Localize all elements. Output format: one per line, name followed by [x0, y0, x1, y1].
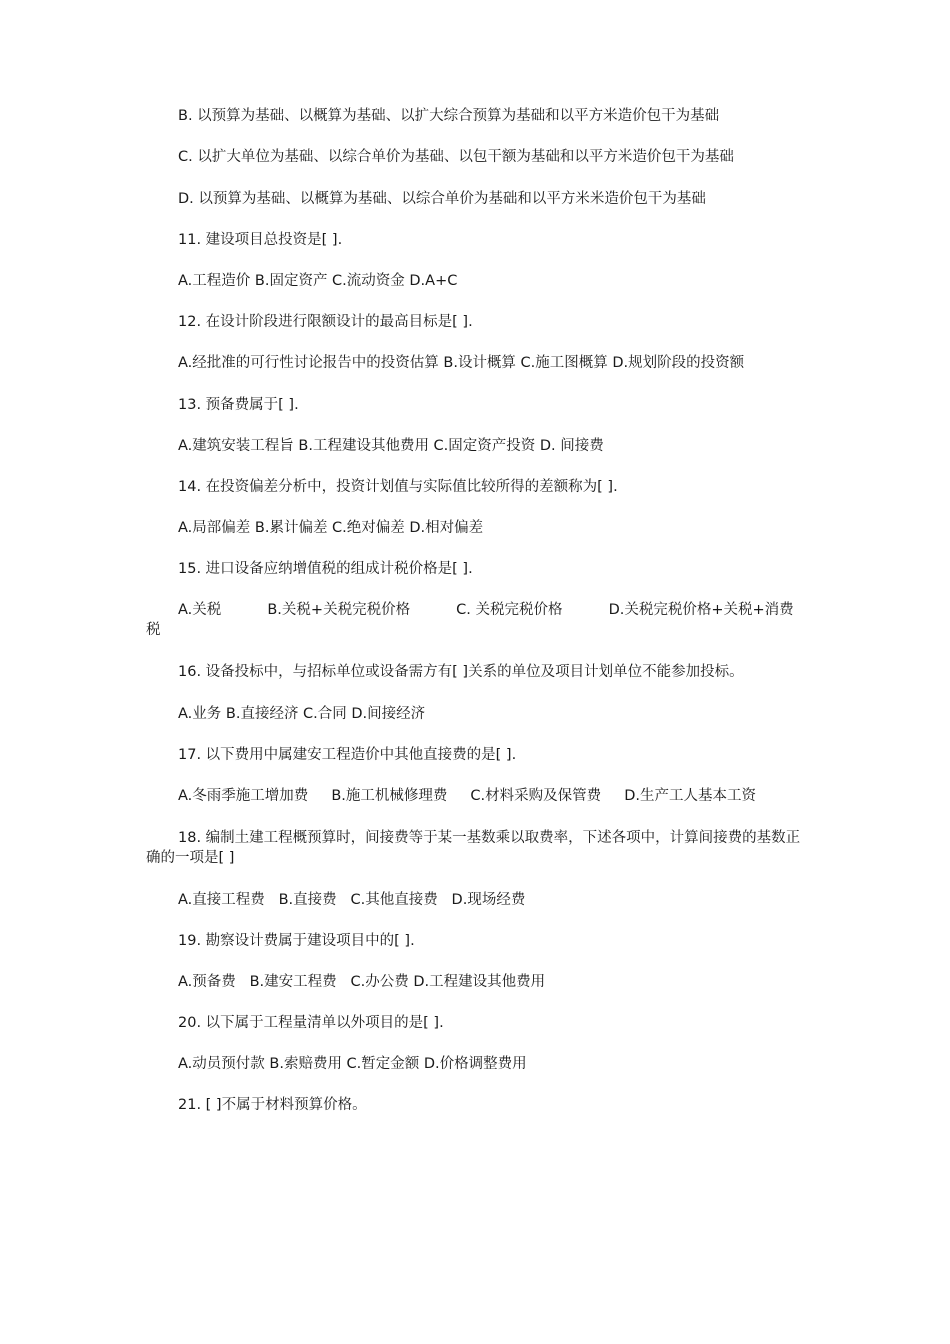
option-paragraph: A.经批准的可行性讨论报告中的投资估算 B.设计概算 C.施工图概算 D.规划阶段的投资额 [178, 355, 745, 371]
option-paragraph: A.业务 B.直接经济 C.合同 D.间接经济 [178, 706, 426, 722]
question-paragraph: 21. [ ]不属于材料预算价格。 [178, 1097, 367, 1113]
question-paragraph: 11. 建设项目总投资是[ ]. [178, 232, 343, 248]
question-paragraph: 13. 预备费属于[ ]. [178, 397, 299, 413]
option-paragraph: A.建筑安装工程旨 B.工程建设其他费用 C.固定资产投资 D. 间接费 [178, 438, 604, 454]
question-paragraph: 12. 在设计阶段进行限额设计的最高目标是[ ]. [178, 314, 473, 330]
question-paragraph: 16. 设备投标中，与招标单位或设备需方有[ ]关系的单位及项目计划单位不能参加投标。 [178, 664, 744, 680]
question-paragraph: 20. 以下属于工程量清单以外项目的是[ ]. [178, 1015, 444, 1031]
question-paragraph: 18. 编制土建工程概预算时，间接费等于某一基数乘以取费率，下述各项中，计算间接费的基数正确的一项是[ ] [146, 830, 801, 866]
question-paragraph: 17. 以下费用中属建安工程造价中其他直接费的是[ ]. [178, 747, 517, 763]
option-paragraph: B. 以预算为基础、以概算为基础、以扩大综合预算为基础和以平方米造价包干为基础 [178, 108, 720, 124]
document-body [146, 106, 806, 1136]
question-paragraph: 19. 勘察设计费属于建设项目中的[ ]. [178, 933, 415, 949]
option-paragraph: A.工程造价 B.固定资产 C.流动资金 D.A+C [178, 273, 458, 289]
option-paragraph: A.动员预付款 B.索赔费用 C.暂定金额 D.价格调整费用 [178, 1056, 527, 1072]
option-paragraph: C. 以扩大单位为基础、以综合单价为基础、以包干额为基础和以平方米造价包干为基础 [178, 149, 734, 165]
question-paragraph: 15. 进口设备应纳增值税的组成计税价格是[ ]. [178, 561, 473, 577]
option-paragraph: A.冬雨季施工增加费 B.施工机械修理费 C.材料采购及保管费 D.生产工人基本工资 [178, 788, 756, 804]
question-paragraph: 14. 在投资偏差分析中，投资计划值与实际值比较所得的差额称为[ ]. [178, 479, 618, 495]
option-paragraph: A.关税 B.关税+关税完税价格 C. 关税完税价格 D.关税完税价格+关税+消费税 [146, 602, 794, 638]
option-paragraph: A.预备费 B.建安工程费 C.办公费 D.工程建设其他费用 [178, 974, 546, 990]
option-paragraph: A.局部偏差 B.累计偏差 C.绝对偏差 D.相对偏差 [178, 520, 484, 536]
option-paragraph: D. 以预算为基础、以概算为基础、以综合单价为基础和以平方米米造价包干为基础 [178, 191, 706, 207]
option-paragraph: A.直接工程费 B.直接费 C.其他直接费 D.现场经费 [178, 892, 526, 908]
